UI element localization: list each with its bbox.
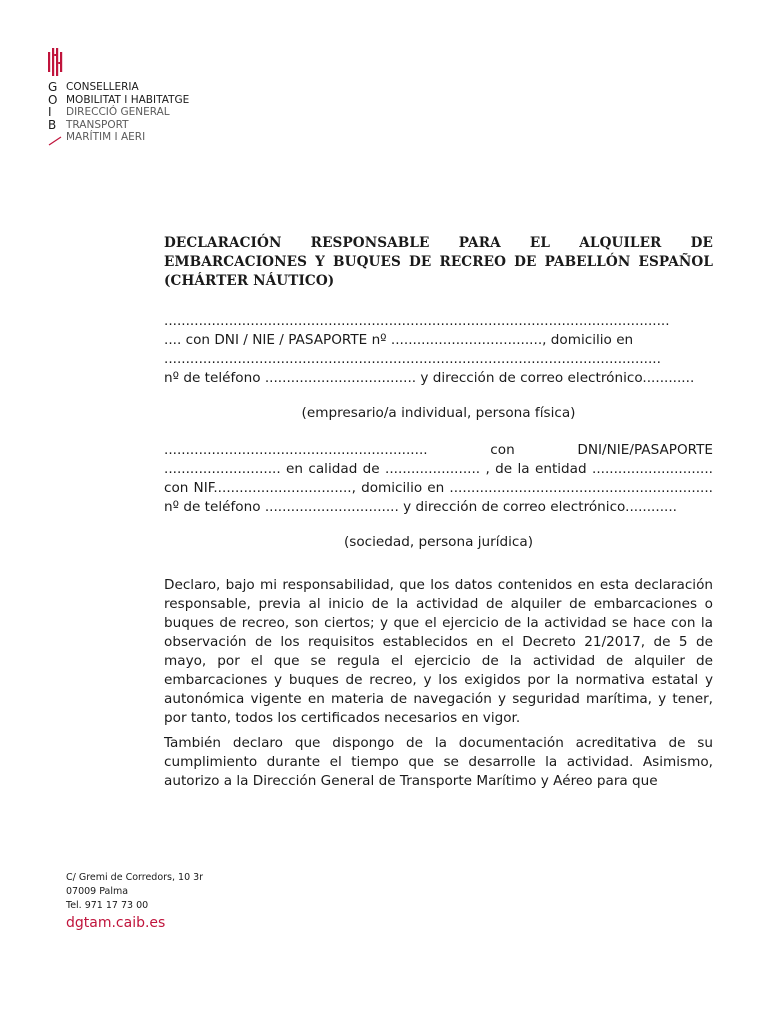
authorization-paragraph: También declaro que dispongo de la documentación acreditativa de su cumplimiento durante el tiempo que se desarrolle la actividad. Asimismo, autorizo a la Dirección General de Transporte Marítimo y Aéreo para que bbox=[164, 735, 713, 789]
company-section bbox=[164, 441, 713, 552]
goib-emblem-icon bbox=[48, 48, 66, 76]
slash-mark-icon bbox=[48, 136, 62, 146]
footer-phone: Tel. 971 17 73 00 bbox=[66, 900, 149, 911]
document-title: DECLARACIÓN RESPONSABLE PARA EL ALQUILER DE EMBARCACIONES Y BUQUES DE RECREO DE PABELLÓN ESPAÑOL (CHÁRTER NÁUTICO) bbox=[164, 235, 713, 289]
goib-letters bbox=[48, 81, 62, 131]
department-name bbox=[66, 81, 189, 144]
name-blank-line: ..................................................................................................................... bbox=[164, 313, 670, 329]
company-details: ............................................................. con DNI/NIE/PASAPORTE ........................... en calidad de ...................... , de la entidad ............................ con NIF................................, domicilio en ............................................................. nº de teléfono ............................... y dirección de correo electrónico............ bbox=[164, 442, 713, 515]
logo-letter: G bbox=[48, 80, 58, 94]
logo-letter: I bbox=[48, 105, 52, 119]
footer-website-link[interactable]: dgtam.caib.es bbox=[66, 915, 166, 931]
footer-contact bbox=[66, 871, 203, 933]
document-body bbox=[164, 234, 713, 791]
footer-address: C/ Gremi de Corredors, 10 3r bbox=[66, 872, 204, 883]
department-line: MOBILITAT I HABITATGE bbox=[66, 93, 190, 106]
footer-city: 07009 Palma bbox=[66, 886, 129, 897]
department-line: DIRECCIÓ GENERAL bbox=[66, 106, 170, 118]
individual-note: (empresario/a individual, persona física) bbox=[301, 405, 576, 421]
logo-letter: B bbox=[48, 117, 57, 132]
phone-email-line: nº de teléfono ................................... y dirección de correo electrónico............ bbox=[164, 370, 695, 386]
department-line: CONSELLERIA bbox=[66, 81, 139, 93]
department-line: MARÍTIM I AERI bbox=[66, 131, 146, 143]
department-line: TRANSPORT bbox=[66, 118, 129, 131]
individual-section bbox=[164, 312, 713, 423]
domicile-blank-line: ................................................................................................................... bbox=[164, 351, 661, 367]
declaration-paragraph: Declaro, bajo mi responsabilidad, que los datos contenidos en esta declaración responsable, previa al inicio de la actividad de alquiler de embarcaciones o buques de recreo, son ciertos; y que el ejercicio de la actividad se hace con la observación de los requisitos establecidos en el Decreto 21/2017, de 5 de mayo, por el que se regula el ejercicio de la actividad de alquiler de embarcaciones y buques de recreo, y los exigidos por la normativa estatal y autonómica vigente en materia de navegación y seguridad marítima, y tener, por tanto, todos los certificados necesarios en vigor. bbox=[164, 577, 713, 726]
id-domicile-line: .... con DNI / NIE / PASAPORTE nº ..................................., domicilio en bbox=[164, 332, 634, 348]
company-note: (sociedad, persona jurídica) bbox=[343, 534, 534, 550]
logo-letter: O bbox=[48, 92, 58, 107]
